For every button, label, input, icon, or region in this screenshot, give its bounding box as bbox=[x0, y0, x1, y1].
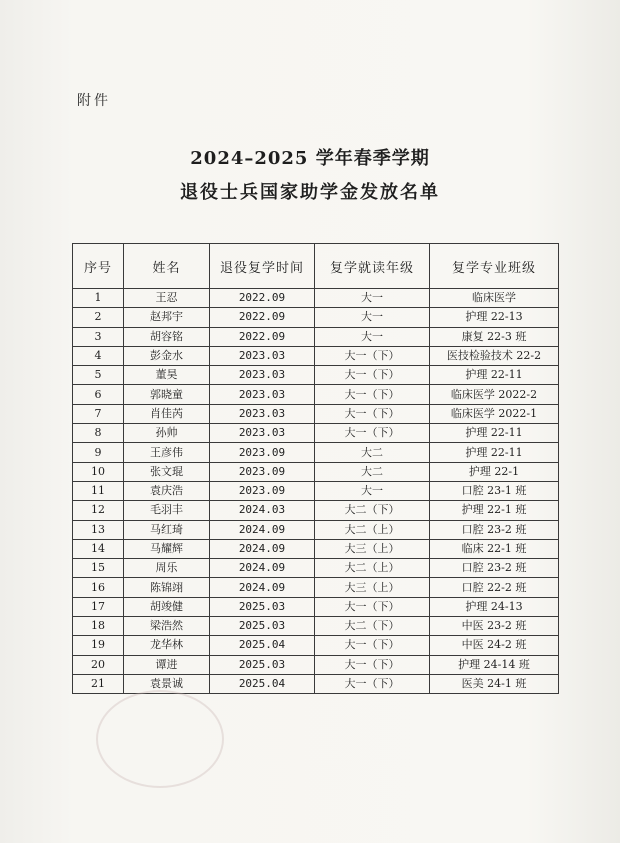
cell-grade: 大一（下） bbox=[315, 385, 430, 404]
cell-major-class: 医美 24-1 班 bbox=[430, 674, 559, 693]
cell-return-time: 2024.09 bbox=[210, 539, 315, 558]
cell-name: 马耀辉 bbox=[124, 539, 210, 558]
cell-major-class: 口腔 23-2 班 bbox=[430, 520, 559, 539]
cell-return-time: 2022.09 bbox=[210, 327, 315, 346]
cell-return-time: 2025.04 bbox=[210, 636, 315, 655]
attachment-label: 附件 bbox=[77, 93, 111, 109]
cell-grade: 大一（下） bbox=[315, 597, 430, 616]
cell-name: 王彦伟 bbox=[124, 443, 210, 462]
table-row bbox=[73, 346, 559, 365]
cell-major-class: 临床医学 bbox=[430, 289, 559, 308]
cell-grade: 大一（下） bbox=[315, 346, 430, 365]
cell-seq: 12 bbox=[73, 501, 124, 520]
cell-grade: 大一（下） bbox=[315, 404, 430, 423]
cell-seq: 11 bbox=[73, 481, 124, 500]
cell-return-time: 2025.03 bbox=[210, 617, 315, 636]
table-row bbox=[73, 308, 559, 327]
header-return-time: 退役复学时间 bbox=[210, 244, 315, 289]
cell-return-time: 2024.03 bbox=[210, 501, 315, 520]
cell-name: 赵邦宇 bbox=[124, 308, 210, 327]
cell-return-time: 2023.03 bbox=[210, 404, 315, 423]
cell-seq: 4 bbox=[73, 346, 124, 365]
cell-seq: 9 bbox=[73, 443, 124, 462]
cell-return-time: 2023.03 bbox=[210, 385, 315, 404]
cell-grade: 大一（下） bbox=[315, 674, 430, 693]
header-seq: 序号 bbox=[73, 244, 124, 289]
cell-name: 袁庆浩 bbox=[124, 481, 210, 500]
cell-grade: 大三（上） bbox=[315, 578, 430, 597]
cell-name: 胡竣健 bbox=[124, 597, 210, 616]
cell-return-time: 2025.04 bbox=[210, 674, 315, 693]
cell-major-class: 临床医学 2022-2 bbox=[430, 385, 559, 404]
cell-grade: 大一 bbox=[315, 308, 430, 327]
cell-return-time: 2023.03 bbox=[210, 366, 315, 385]
cell-seq: 21 bbox=[73, 674, 124, 693]
cell-seq: 15 bbox=[73, 559, 124, 578]
cell-grade: 大一 bbox=[315, 289, 430, 308]
cell-grade: 大二（下） bbox=[315, 617, 430, 636]
cell-major-class: 护理 24-13 bbox=[430, 597, 559, 616]
cell-seq: 6 bbox=[73, 385, 124, 404]
cell-return-time: 2023.09 bbox=[210, 481, 315, 500]
cell-seq: 20 bbox=[73, 655, 124, 674]
cell-name: 梁浩然 bbox=[124, 617, 210, 636]
cell-return-time: 2024.09 bbox=[210, 520, 315, 539]
document-title-line1: 2024–2025 学年春季学期 bbox=[190, 148, 430, 169]
table-row bbox=[73, 597, 559, 616]
table-row bbox=[73, 501, 559, 520]
cell-major-class: 口腔 23-2 班 bbox=[430, 559, 559, 578]
table-row bbox=[73, 539, 559, 558]
faded-seal bbox=[96, 690, 224, 788]
header-major-class: 复学专业班级 bbox=[430, 244, 559, 289]
cell-name: 彭金水 bbox=[124, 346, 210, 365]
table-row bbox=[73, 366, 559, 385]
cell-seq: 7 bbox=[73, 404, 124, 423]
cell-major-class: 护理 22-1 bbox=[430, 462, 559, 481]
cell-seq: 3 bbox=[73, 327, 124, 346]
header-name: 姓名 bbox=[124, 244, 210, 289]
cell-grade: 大二 bbox=[315, 462, 430, 481]
cell-return-time: 2024.09 bbox=[210, 578, 315, 597]
cell-return-time: 2022.09 bbox=[210, 289, 315, 308]
table-row bbox=[73, 462, 559, 481]
cell-seq: 8 bbox=[73, 424, 124, 443]
table-row bbox=[73, 655, 559, 674]
cell-seq: 19 bbox=[73, 636, 124, 655]
table-row bbox=[73, 617, 559, 636]
cell-grade: 大一 bbox=[315, 327, 430, 346]
cell-grade: 大一（下） bbox=[315, 636, 430, 655]
cell-grade: 大二（下） bbox=[315, 501, 430, 520]
cell-major-class: 医技检验技术 22-2 bbox=[430, 346, 559, 365]
table-row bbox=[73, 327, 559, 346]
cell-name: 张文琨 bbox=[124, 462, 210, 481]
cell-major-class: 康复 22-3 班 bbox=[430, 327, 559, 346]
cell-name: 孙帅 bbox=[124, 424, 210, 443]
cell-name: 陈锦翊 bbox=[124, 578, 210, 597]
cell-major-class: 护理 22-11 bbox=[430, 424, 559, 443]
cell-major-class: 口腔 23-1 班 bbox=[430, 481, 559, 500]
cell-return-time: 2025.03 bbox=[210, 597, 315, 616]
table-row bbox=[73, 404, 559, 423]
cell-seq: 10 bbox=[73, 462, 124, 481]
cell-seq: 5 bbox=[73, 366, 124, 385]
table-row bbox=[73, 385, 559, 404]
cell-major-class: 口腔 22-2 班 bbox=[430, 578, 559, 597]
cell-grade: 大三（上） bbox=[315, 539, 430, 558]
cell-major-class: 护理 22-11 bbox=[430, 366, 559, 385]
cell-seq: 14 bbox=[73, 539, 124, 558]
cell-name: 周乐 bbox=[124, 559, 210, 578]
cell-name: 王忍 bbox=[124, 289, 210, 308]
cell-name: 龙华林 bbox=[124, 636, 210, 655]
table-row bbox=[73, 443, 559, 462]
table-row bbox=[73, 481, 559, 500]
cell-major-class: 护理 24-14 班 bbox=[430, 655, 559, 674]
cell-name: 胡容铭 bbox=[124, 327, 210, 346]
cell-major-class: 护理 22-13 bbox=[430, 308, 559, 327]
header-grade: 复学就读年级 bbox=[315, 244, 430, 289]
cell-name: 毛羽丰 bbox=[124, 501, 210, 520]
cell-name: 马红琦 bbox=[124, 520, 210, 539]
cell-grade: 大一（下） bbox=[315, 655, 430, 674]
table-row bbox=[73, 520, 559, 539]
table-row bbox=[73, 636, 559, 655]
cell-return-time: 2022.09 bbox=[210, 308, 315, 327]
cell-seq: 17 bbox=[73, 597, 124, 616]
cell-name: 郭晓童 bbox=[124, 385, 210, 404]
cell-seq: 1 bbox=[73, 289, 124, 308]
cell-return-time: 2023.09 bbox=[210, 443, 315, 462]
cell-name: 袁景诚 bbox=[124, 674, 210, 693]
cell-grade: 大二（上） bbox=[315, 559, 430, 578]
cell-name: 董昊 bbox=[124, 366, 210, 385]
cell-return-time: 2023.09 bbox=[210, 462, 315, 481]
cell-grade: 大一 bbox=[315, 481, 430, 500]
cell-name: 肖佳芮 bbox=[124, 404, 210, 423]
cell-major-class: 临床医学 2022-1 bbox=[430, 404, 559, 423]
table-row bbox=[73, 559, 559, 578]
cell-major-class: 临床 22-1 班 bbox=[430, 539, 559, 558]
table-body bbox=[73, 289, 559, 694]
cell-return-time: 2025.03 bbox=[210, 655, 315, 674]
table-row bbox=[73, 424, 559, 443]
cell-grade: 大二（上） bbox=[315, 520, 430, 539]
cell-return-time: 2024.09 bbox=[210, 559, 315, 578]
cell-major-class: 中医 23-2 班 bbox=[430, 617, 559, 636]
cell-seq: 18 bbox=[73, 617, 124, 636]
cell-grade: 大一（下） bbox=[315, 366, 430, 385]
table-row bbox=[73, 289, 559, 308]
cell-grade: 大二 bbox=[315, 443, 430, 462]
table-row bbox=[73, 578, 559, 597]
cell-seq: 2 bbox=[73, 308, 124, 327]
cell-seq: 16 bbox=[73, 578, 124, 597]
cell-major-class: 护理 22-1 班 bbox=[430, 501, 559, 520]
document-title-line2: 退役士兵国家助学金发放名单 bbox=[180, 182, 440, 203]
cell-name: 谭进 bbox=[124, 655, 210, 674]
table-header-row bbox=[73, 244, 559, 289]
cell-return-time: 2023.03 bbox=[210, 424, 315, 443]
cell-major-class: 中医 24-2 班 bbox=[430, 636, 559, 655]
cell-grade: 大一（下） bbox=[315, 424, 430, 443]
recipient-table bbox=[72, 243, 559, 694]
cell-major-class: 护理 22-11 bbox=[430, 443, 559, 462]
cell-return-time: 2023.03 bbox=[210, 346, 315, 365]
cell-seq: 13 bbox=[73, 520, 124, 539]
